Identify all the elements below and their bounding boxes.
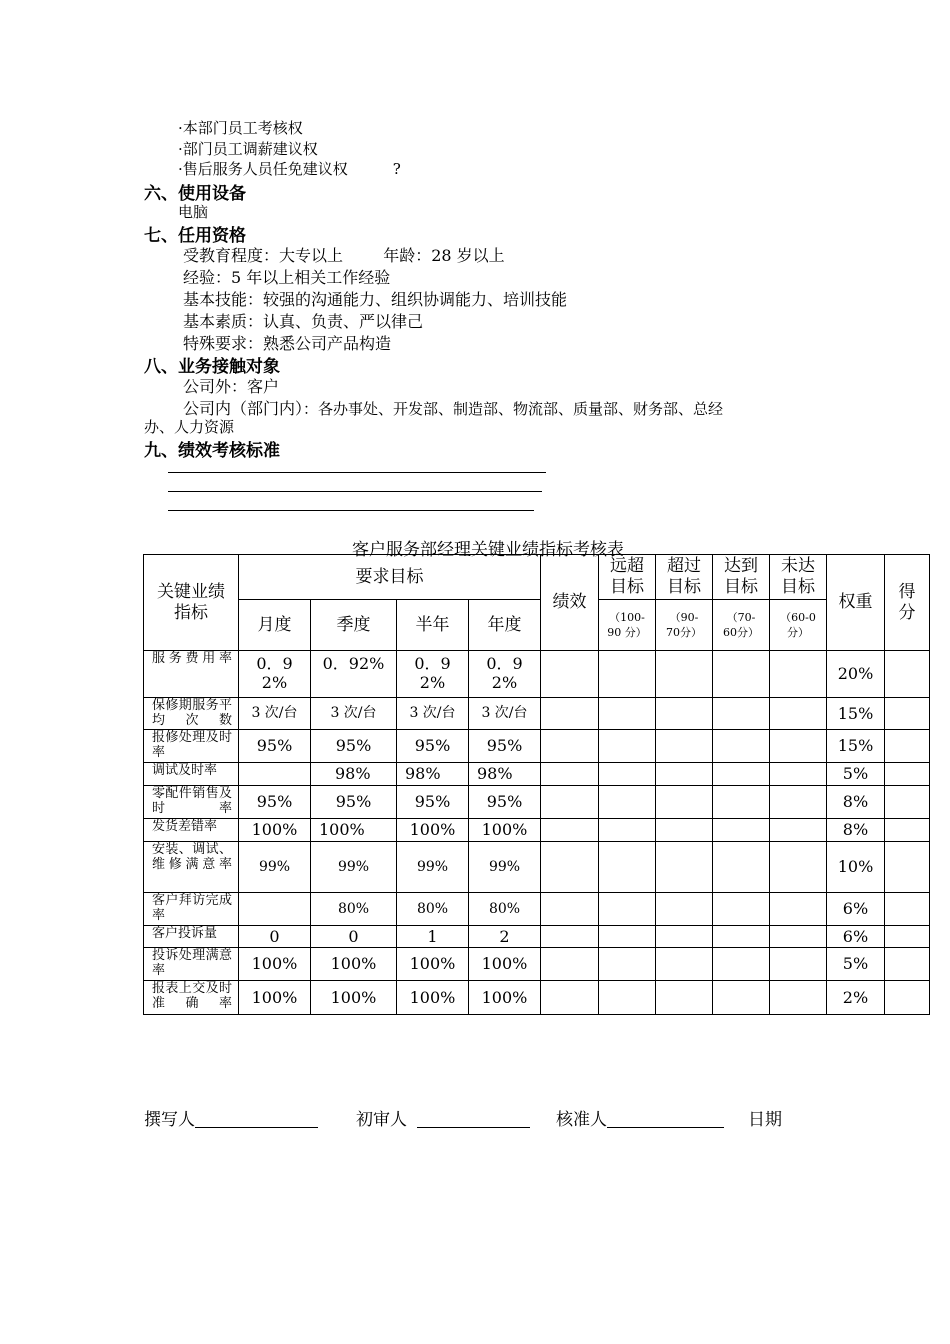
row-month: [239, 763, 311, 786]
header-level-1: 远超目标: [599, 555, 656, 600]
row-score: [885, 786, 930, 819]
row-level-4: [770, 730, 827, 763]
row-year: 2: [469, 926, 541, 948]
row-level-2: [656, 948, 713, 981]
row-year: 95%: [469, 730, 541, 763]
signature-date: [748, 1105, 782, 1130]
table-row: [144, 763, 930, 786]
row-level-3: [713, 698, 770, 730]
row-score: [885, 763, 930, 786]
row-weight: 6%: [827, 893, 885, 926]
table-title: 客户服务部经理关键业绩指标考核表: [352, 540, 624, 560]
row-level-4: [770, 981, 827, 1015]
row-level-1: [599, 842, 656, 893]
row-level-1: [599, 763, 656, 786]
section-8-title: 八、业务接触对象: [144, 357, 280, 377]
row-performance: [541, 981, 599, 1015]
external-label: 公司外：: [183, 377, 248, 396]
row-indicator: 客户拜访完成率: [144, 893, 239, 926]
row-month: 95%: [239, 786, 311, 819]
row-weight: 5%: [827, 948, 885, 981]
header-indicator: 关键业绩指标: [144, 555, 239, 651]
row-level-3: [713, 842, 770, 893]
kpi-table: [143, 554, 930, 1015]
row-quarter: 3 次/台: [311, 698, 397, 730]
row-level-2: [656, 763, 713, 786]
row-indicator: 保修期服务平均次数: [144, 698, 239, 730]
signature-first-review: [356, 1105, 530, 1130]
table-row: [144, 698, 930, 730]
row-half: 95%: [397, 786, 469, 819]
skills-value: 较强的沟通能力、组织协调能力、培训技能: [263, 290, 568, 309]
row-year: 3 次/台: [469, 698, 541, 730]
row-level-4: [770, 698, 827, 730]
table-row: [144, 926, 930, 948]
row-level-2: [656, 981, 713, 1015]
row-indicator: 投诉处理满意率: [144, 948, 239, 981]
header-level-4-range: （60-0 分）: [770, 600, 827, 651]
row-quarter: 0．92%: [311, 651, 397, 698]
internal-label: 公司内（部门内）: [183, 399, 304, 418]
signature-writer: [144, 1105, 318, 1130]
age-value: 28 岁以上: [431, 246, 505, 265]
approver-blank[interactable]: [607, 1127, 724, 1128]
row-month: 3 次/台: [239, 698, 311, 730]
row-year: 98%: [469, 763, 541, 786]
table-row: [144, 948, 930, 981]
header-level-3: 达到目标: [713, 555, 770, 600]
header-level-3-range: （70-60分）: [713, 600, 770, 651]
row-half: 99%: [397, 842, 469, 893]
row-quarter: 100%: [311, 981, 397, 1015]
experience-value: 5 年以上相关工作经验: [231, 268, 391, 287]
header-year: 年度: [469, 600, 541, 651]
row-level-4: [770, 842, 827, 893]
row-score: [885, 730, 930, 763]
blank-line-1: [168, 472, 546, 473]
row-indicator: 调试及时率: [144, 763, 239, 786]
section-6-title: 六、使用设备: [144, 184, 246, 204]
row-level-3: [713, 926, 770, 948]
row-half: 3 次/台: [397, 698, 469, 730]
row-performance: [541, 819, 599, 842]
row-month: 100%: [239, 948, 311, 981]
writer-label: 撰写人: [144, 1110, 195, 1130]
row-half: 98%: [397, 763, 469, 786]
row-level-4: [770, 893, 827, 926]
row-month: 0: [239, 926, 311, 948]
special-label: 特殊要求：: [183, 334, 264, 353]
row-level-3: [713, 786, 770, 819]
internal-contacts: [183, 396, 723, 419]
table-row: [144, 786, 930, 819]
writer-blank[interactable]: [195, 1127, 318, 1128]
internal-value: ：各办事处、开发部、制造部、物流部、质量部、财务部、总经: [303, 400, 724, 418]
row-score: [885, 698, 930, 730]
row-month: 99%: [239, 842, 311, 893]
row-level-2: [656, 819, 713, 842]
row-level-1: [599, 926, 656, 948]
row-year: 99%: [469, 842, 541, 893]
experience-row: [183, 265, 390, 288]
skills-label: 基本技能：: [183, 290, 264, 309]
row-year: 100%: [469, 948, 541, 981]
header-score: 得分: [885, 555, 930, 651]
row-level-3: [713, 730, 770, 763]
first-review-blank[interactable]: [417, 1127, 530, 1128]
row-level-1: [599, 981, 656, 1015]
row-level-2: [656, 926, 713, 948]
row-year: 80%: [469, 893, 541, 926]
row-quarter: 100%: [311, 948, 397, 981]
row-weight: 8%: [827, 786, 885, 819]
authority-line-2: ·部门员工调薪建议权: [178, 140, 318, 158]
authority-line-3: ·售后服务人员任免建议权 ?: [178, 160, 401, 178]
table-row: [144, 981, 930, 1015]
external-value: 客户: [247, 377, 280, 396]
row-performance: [541, 651, 599, 698]
row-performance: [541, 842, 599, 893]
row-weight: 5%: [827, 763, 885, 786]
row-level-1: [599, 786, 656, 819]
header-performance: 绩效: [541, 555, 599, 651]
external-contacts: [183, 374, 279, 397]
section-7-title: 七、任用资格: [144, 226, 246, 246]
row-performance: [541, 948, 599, 981]
table-row: [144, 819, 930, 842]
row-half: 95%: [397, 730, 469, 763]
row-score: [885, 819, 930, 842]
row-level-3: [713, 981, 770, 1015]
row-level-4: [770, 819, 827, 842]
special-row: [183, 331, 391, 354]
header-quarter: 季度: [311, 600, 397, 651]
row-performance: [541, 730, 599, 763]
row-month: 100%: [239, 819, 311, 842]
row-performance: [541, 926, 599, 948]
row-level-2: [656, 698, 713, 730]
row-month: 100%: [239, 981, 311, 1015]
header-level-1-range: （100-90 分）: [599, 600, 656, 651]
row-level-2: [656, 786, 713, 819]
row-level-3: [713, 819, 770, 842]
row-half: 100%: [397, 819, 469, 842]
header-target: 要求目标: [239, 555, 541, 600]
row-indicator: 报修处理及时率: [144, 730, 239, 763]
row-weight: 6%: [827, 926, 885, 948]
row-level-1: [599, 893, 656, 926]
header-half-year: 半年: [397, 600, 469, 651]
row-quarter: 0: [311, 926, 397, 948]
row-half: 80%: [397, 893, 469, 926]
row-indicator: 报表上交及时准确率: [144, 981, 239, 1015]
section-9-title: 九、绩效考核标准: [144, 441, 280, 461]
education-row: [183, 243, 505, 266]
special-value: 熟悉公司产品构造: [263, 334, 392, 353]
experience-label: 经验：: [183, 268, 232, 287]
header-level-4: 未达目标: [770, 555, 827, 600]
row-month: 0．92%: [239, 651, 311, 698]
section-6-content: 电脑: [178, 203, 209, 221]
row-weight: 15%: [827, 698, 885, 730]
row-month: 95%: [239, 730, 311, 763]
row-level-1: [599, 948, 656, 981]
row-level-4: [770, 786, 827, 819]
row-score: [885, 842, 930, 893]
row-indicator: 服务费用率: [144, 651, 239, 698]
table-row: [144, 893, 930, 926]
row-score: [885, 893, 930, 926]
table-row: [144, 730, 930, 763]
education-label: 受教育程度：: [183, 246, 280, 265]
row-level-1: [599, 698, 656, 730]
row-performance: [541, 698, 599, 730]
row-score: [885, 981, 930, 1015]
row-weight: 2%: [827, 981, 885, 1015]
row-indicator: 客户投诉量: [144, 926, 239, 948]
authority-line-1: ·本部门员工考核权: [178, 119, 303, 137]
education-value: 大专以上: [279, 246, 344, 265]
row-year: 0．92%: [469, 651, 541, 698]
row-level-3: [713, 651, 770, 698]
row-year: 100%: [469, 819, 541, 842]
row-quarter: 99%: [311, 842, 397, 893]
row-level-4: [770, 948, 827, 981]
row-level-1: [599, 819, 656, 842]
row-level-4: [770, 926, 827, 948]
row-performance: [541, 786, 599, 819]
header-month: 月度: [239, 600, 311, 651]
row-level-2: [656, 893, 713, 926]
row-half: 100%: [397, 981, 469, 1015]
row-quarter: 95%: [311, 730, 397, 763]
row-score: [885, 651, 930, 698]
row-year: 100%: [469, 981, 541, 1015]
row-level-4: [770, 763, 827, 786]
table-row: [144, 842, 930, 893]
row-quarter: 98%: [311, 763, 397, 786]
row-level-2: [656, 730, 713, 763]
row-performance: [541, 893, 599, 926]
table-row: [144, 651, 930, 698]
row-level-2: [656, 842, 713, 893]
row-score: [885, 926, 930, 948]
row-indicator: 安装、调试、维修满意率: [144, 842, 239, 893]
header-level-2: 超过目标: [656, 555, 713, 600]
row-year: 95%: [469, 786, 541, 819]
row-level-3: [713, 763, 770, 786]
row-month: [239, 893, 311, 926]
row-indicator: 发货差错率: [144, 819, 239, 842]
skills-row: [183, 287, 567, 310]
row-level-4: [770, 651, 827, 698]
header-level-2-range: （90-70分）: [656, 600, 713, 651]
header-weight: 权重: [827, 555, 885, 651]
row-half: 0．92%: [397, 651, 469, 698]
quality-row: [183, 309, 423, 332]
internal-contacts-cont: 办、人力资源: [144, 418, 235, 436]
row-performance: [541, 763, 599, 786]
row-weight: 10%: [827, 842, 885, 893]
blank-line-3: [168, 510, 534, 511]
row-indicator: 零配件销售及时率: [144, 786, 239, 819]
row-quarter: 100%: [311, 819, 397, 842]
row-level-1: [599, 730, 656, 763]
row-level-2: [656, 651, 713, 698]
approver-label: 核准人: [556, 1110, 607, 1130]
quality-label: 基本素质：: [183, 312, 264, 331]
row-quarter: 95%: [311, 786, 397, 819]
row-level-3: [713, 948, 770, 981]
first-review-label: 初审人: [356, 1110, 407, 1130]
row-weight: 8%: [827, 819, 885, 842]
age-label: 年龄：: [383, 246, 432, 265]
row-weight: 15%: [827, 730, 885, 763]
blank-line-2: [168, 491, 542, 492]
row-level-3: [713, 893, 770, 926]
row-half: 100%: [397, 948, 469, 981]
row-level-1: [599, 651, 656, 698]
quality-value: 认真、负责、严以律己: [263, 312, 424, 331]
row-score: [885, 948, 930, 981]
row-weight: 20%: [827, 651, 885, 698]
date-label: 日期: [748, 1110, 782, 1130]
row-half: 1: [397, 926, 469, 948]
row-quarter: 80%: [311, 893, 397, 926]
signature-approver: [556, 1105, 724, 1130]
